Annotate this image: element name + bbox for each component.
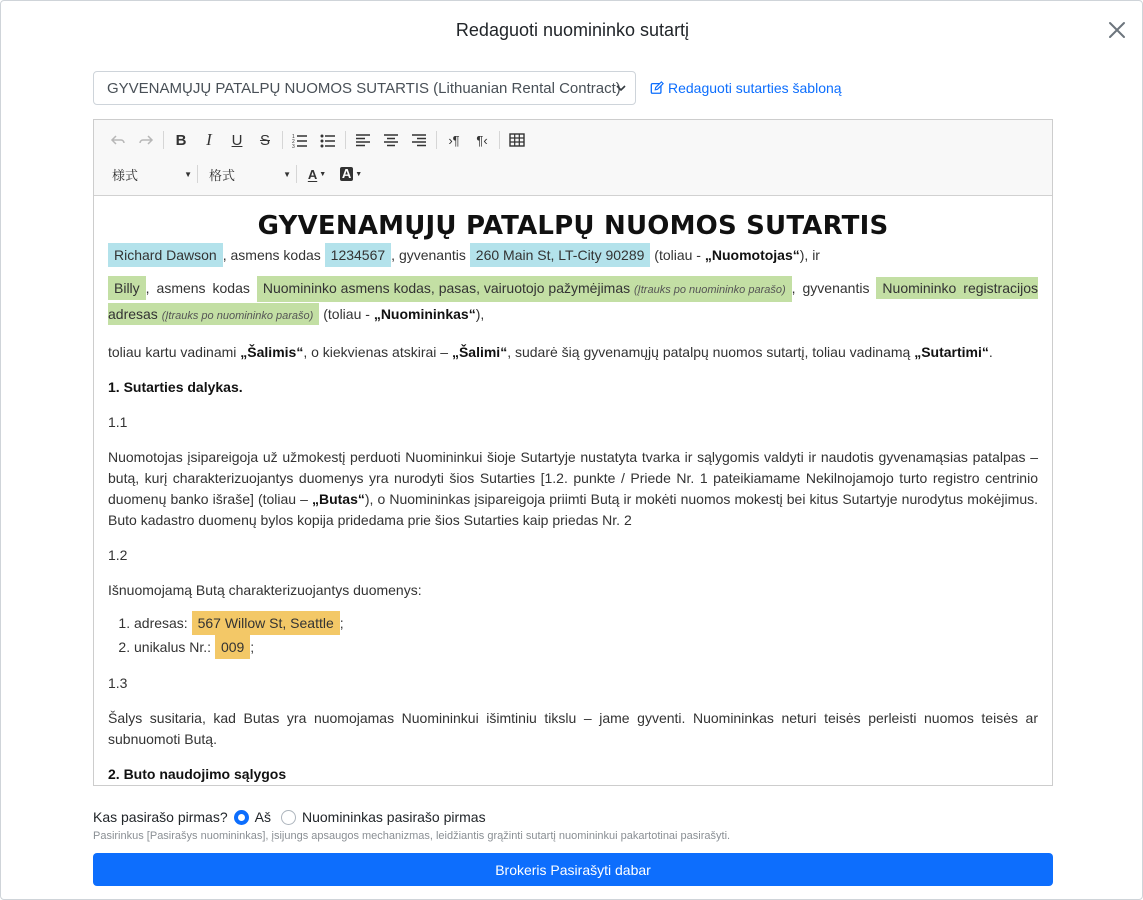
table-icon[interactable] [503,128,531,152]
section-1-heading: 1. Sutarties dalykas. [108,379,243,395]
parties-summary-paragraph [108,342,1038,363]
tenant-address-field-label: Nuomininko registracijos adresas [108,280,1039,322]
edit-template-link[interactable] [650,80,842,96]
svg-text:3: 3 [292,144,295,148]
radio-tenant-first-label[interactable]: Nuomininkas pasirašo pirmas [301,809,486,825]
clause-1-3-text: Šalys susitaria, kad Butas yra nuomojamas Nuomininkui išimtiniu tikslu – jame gyventi. Nuomininkas neturi teisės perleisti nuomos teisės ar subnuomoti Butą. [108,710,1038,747]
chevron-down-icon: ▼ [283,169,291,179]
property-details-list [108,611,1038,659]
agreement-term: „Sutartimi“ [914,344,989,360]
landlord-name-field[interactable]: Richard Dawson [108,243,223,267]
font-color-button[interactable] [300,162,334,186]
apartment-term: „Butas“ [311,491,365,507]
property-address-field[interactable]: 567 Willow St, Seattle [192,611,340,635]
tenant-id-field-note: (Įtrauks po nuomininko parašo) [634,284,786,296]
section-2-heading: 2. Buto naudojimo sąlygos [108,766,287,782]
chevron-down-icon: ▼ [355,170,363,178]
parties-term: „Šalimis“ [240,344,304,360]
text: , asmens kodas [145,280,257,296]
font-color-icon: A [307,166,318,182]
chevron-down-icon [616,83,626,93]
template-select[interactable] [93,71,636,105]
close-icon[interactable] [1106,19,1128,41]
clause-number: 1.3 [108,675,128,691]
list-item-label: unikalus Nr.: [134,639,215,655]
tenant-address-field-note: (Įtrauks po nuomininko parašo) [161,310,314,322]
format-dropdown[interactable] [201,162,293,186]
property-unique-number-field[interactable]: 009 [215,635,250,659]
style-dropdown-label: 様式 [112,167,139,183]
edit-template-label: Redaguoti sutarties šabloną [668,80,842,96]
sign-now-button[interactable]: Brokeris Pasirašyti dabar [93,853,1053,886]
landlord-role-term: „Nuomotojas“ [704,247,800,263]
background-color-icon: A [341,166,352,181]
underline-icon[interactable]: U [231,131,243,149]
list-item [134,611,1038,635]
tenant-role-term: „Nuomininkas“ [373,306,476,322]
undo-icon[interactable] [104,128,132,152]
clause-number: 1.2 [108,547,128,563]
rtl-direction-icon[interactable]: ¶‹ [476,132,488,148]
ordered-list-icon[interactable] [286,128,314,152]
text: , asmens kodas [222,247,325,263]
tenant-name-field[interactable]: Billy [108,276,146,300]
rich-text-editor [93,119,1053,786]
tenant-id-field-label: Nuomininko asmens kodas, pasas, vairuotojo pažymėjimas [262,280,631,296]
modal-title: Redaguoti nuomininko sutartį [455,20,690,40]
editor-content[interactable] [94,197,1052,785]
style-dropdown[interactable] [104,162,194,186]
text: Nuomotojas įsipareigoja už užmokestį perduoti Nuomininkui šioje Sutartyje nustatyta tvarka ir sąlygomis valdyti ir naudotis gyvenamąsias patalpas – butą, kurį charakterizuojantys duomenys yra nurodyti šios Sutarties [1.2. punkte / Priede Nr. 1 pateikiamame Nekilnojamojo turto registro centrinio duomenų banko išraše] (toliau – [108,449,1038,507]
ltr-direction-icon[interactable]: ›¶ [448,132,460,148]
text: (toliau - [650,247,705,263]
parties-tenant-paragraph [108,276,1038,328]
clause-1-2-text: Išnuomojamą Butą charakterizuojantys duomenys: [108,582,422,598]
text: ), o Nuomininkas įsipareigoja priimti Butą ir mokėti nuomos mokestį bei kitus Sutartyje nurodytus mokėjimus. Buto kadastro duomenų bylos kopija pridedama prie šios Sutarties kaip priedas Nr. 2 [108,491,1038,528]
redo-icon[interactable] [132,128,160,152]
text: , gyvenantis [791,280,877,296]
party-term: „Šalimi“ [451,344,508,360]
parties-landlord-paragraph [108,243,1038,267]
svg-text:1: 1 [292,134,295,140]
chevron-down-icon: ▼ [184,169,192,179]
italic-icon[interactable]: I [206,130,212,149]
radio-me[interactable] [234,810,249,825]
radio-tenant-first[interactable] [281,810,296,825]
signing-hint: Pasirinkus [Pasirašys nuomininkas], įsijungs apsaugos mechanizmas, leidžiantis grąžinti sutartį nuomininkui pakartotinai pasirašyti. [93,830,731,842]
text: (toliau - [319,306,374,322]
text: ), ir [799,247,820,263]
landlord-code-field[interactable]: 1234567 [325,243,392,267]
clause-1-1-text [108,447,1038,531]
radio-me-label[interactable]: Aš [254,809,271,825]
text: ; [339,615,344,631]
text: toliau kartu vadinami [108,344,241,360]
align-right-icon[interactable] [405,128,433,152]
align-center-icon[interactable] [377,128,405,152]
editor-toolbar [94,120,1052,196]
text: . [988,344,993,360]
tenant-id-field[interactable] [257,276,792,302]
align-left-icon[interactable] [349,128,377,152]
text: ), [475,306,485,322]
template-select-value: GYVENAMŲJŲ PATALPŲ NUOMOS SUTARTIS (Lithuanian Rental Contract) [107,80,621,97]
text: ; [250,639,255,655]
bold-icon[interactable]: B [175,131,187,149]
bullet-list-icon[interactable] [314,128,342,152]
chevron-down-icon: ▼ [319,170,327,178]
format-dropdown-label: 格式 [209,167,236,183]
background-color-button[interactable] [334,162,368,186]
text: , o kiekvienas atskirai – [303,344,452,360]
edit-icon [650,81,664,95]
svg-text:2: 2 [292,139,295,145]
list-item-label: adresas: [134,615,192,631]
document-title: GYVENAMŲJŲ PATALPŲ NUOMOS SUTARTIS [257,211,889,241]
text: , gyvenantis [391,247,470,263]
landlord-address-field[interactable]: 260 Main St, LT-City 90289 [470,243,651,267]
list-item [134,635,1038,659]
clause-number: 1.1 [108,414,128,430]
signing-order-group [93,809,486,825]
signing-order-question: Kas pasirašo pirmas? [93,809,228,825]
text: , sudarė šią gyvenamųjų patalpų nuomos sutartį, toliau vadinamą [507,344,915,360]
strikethrough-icon[interactable]: S [259,131,270,149]
